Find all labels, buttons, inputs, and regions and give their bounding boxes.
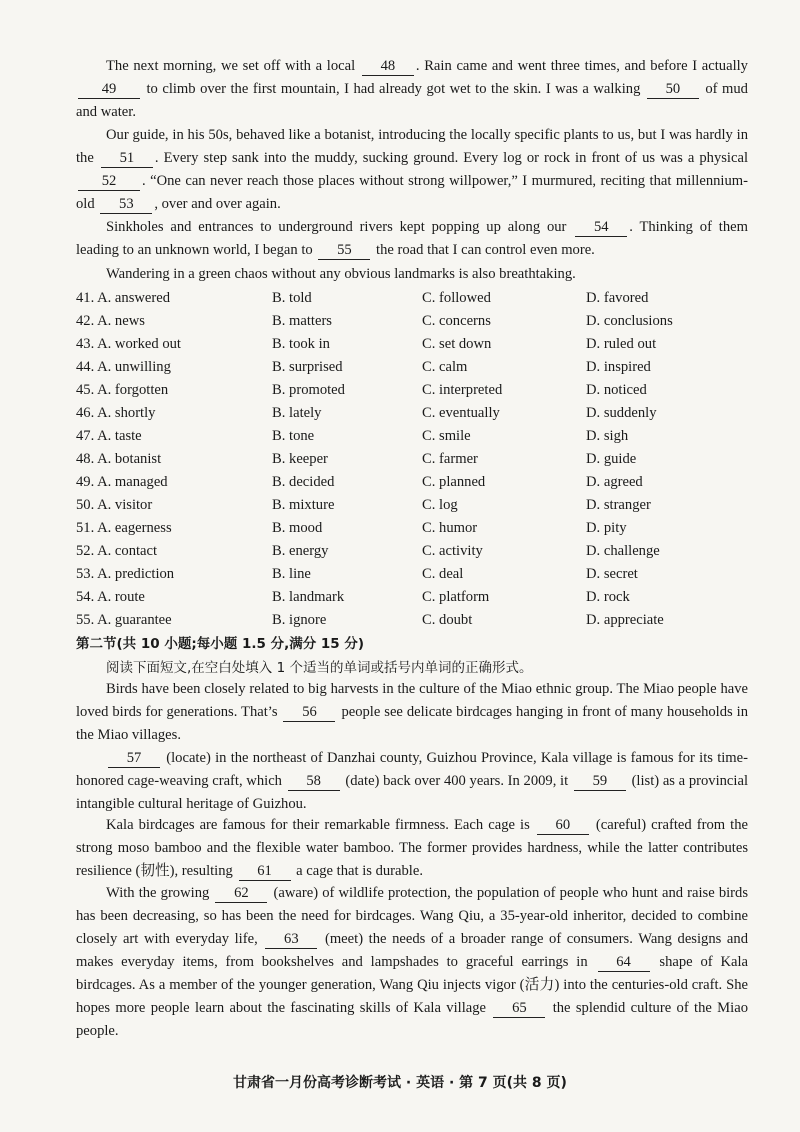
text: Sinkholes and entrances to underground rivers kept popping up along our [106, 219, 567, 235]
option-row [76, 287, 756, 310]
option-row [76, 379, 756, 402]
option-a: 44. A. unwilling [76, 359, 171, 375]
option-c: C. interpreted [422, 382, 503, 398]
text: the road that I can control even more. [376, 242, 595, 258]
text: (careful) crafted from the strong moso bamboo and the flexible water bamboo. The former provides hardness, while the latter contributes resilience (韧性), resulting [76, 817, 748, 879]
option-d: D. guide [586, 451, 637, 467]
passage1-paragraph-2 [76, 124, 748, 216]
option-c: C. platform [422, 589, 490, 605]
blank-61: 61 [239, 863, 291, 881]
blank-65: 65 [493, 1000, 545, 1018]
blank-50: 50 [647, 81, 699, 99]
option-d: D. pity [586, 520, 627, 536]
option-c: C. log [422, 497, 458, 513]
option-row [76, 471, 756, 494]
option-c: C. calm [422, 359, 468, 375]
text: . “One can never reach those places without strong willpower,” I murmured, reciting that millennium-old [76, 173, 748, 212]
option-b: B. mixture [272, 497, 335, 513]
passage2-paragraph-3 [76, 814, 748, 883]
option-b: B. told [272, 290, 312, 306]
option-row [76, 494, 756, 517]
text: , over and over again. [154, 196, 281, 212]
option-c: C. humor [422, 520, 478, 536]
text: Our guide, in his 50s, behaved like a botanist, introducing the locally specific plants to us, but I was hardly in the [76, 127, 748, 166]
option-a: 49. A. managed [76, 474, 168, 490]
option-d: D. secret [586, 566, 638, 582]
option-d: D. suddenly [586, 405, 657, 421]
option-c: C. deal [422, 566, 464, 582]
option-d: D. conclusions [586, 313, 673, 329]
text: (aware) of wildlife protection, the population of people who hunt and raise birds has been decreasing, so has been the need for birdcages. Wang Qiu, a 35-year-old inheritor, decided to combine closely art with everyday life, [76, 885, 749, 947]
option-c: C. activity [422, 543, 483, 559]
blank-62: 62 [215, 885, 267, 903]
option-c: C. doubt [422, 612, 473, 628]
text: to climb over the first mountain, I had already got wet to the skin. I was a walking [146, 81, 641, 97]
option-d: D. agreed [586, 474, 643, 490]
option-a: 55. A. guarantee [76, 612, 172, 628]
text: . Rain came and went three times, and before I actually [415, 58, 748, 74]
blank-63: 63 [265, 931, 317, 949]
blank-53: 53 [100, 196, 152, 214]
blank-55: 55 [318, 242, 370, 260]
option-a: 54. A. route [76, 589, 145, 605]
option-a: 47. A. taste [76, 428, 142, 444]
option-row [76, 356, 756, 379]
option-b: B. energy [272, 543, 329, 559]
option-row [76, 563, 756, 586]
blank-56: 56 [283, 704, 335, 722]
option-row [76, 333, 756, 356]
text: a cage that is durable. [296, 863, 423, 879]
text: The next morning, we set off with a local [106, 58, 356, 74]
option-row [76, 425, 756, 448]
option-a: 41. A. answered [76, 290, 171, 306]
option-c: C. smile [422, 428, 471, 444]
text: (date) back over 400 years. In 2009, it [345, 773, 569, 789]
text: With the growing [106, 885, 210, 901]
text: Wandering in a green chaos without any obvious landmarks is also breathtaking. [106, 266, 576, 282]
section-heading: 第二节(共 10 小题;每小题 1.5 分,满分 15 分) [76, 636, 365, 652]
passage2-paragraph-4 [76, 882, 748, 1043]
text: Kala birdcages are famous for their remarkable firmness. Each cage is [106, 817, 530, 833]
option-a: 51. A. eagerness [76, 520, 172, 536]
option-row [76, 310, 756, 333]
options-table [76, 287, 756, 632]
option-row [76, 586, 756, 609]
passage1-paragraph-3 [76, 216, 748, 262]
text: the splendid culture of the Miao people. [76, 1000, 748, 1039]
option-row [76, 448, 756, 471]
text: (meet) the needs of a broader range of consumers. Wang designs and makes everyday items, from bookshelves and lampshades to graceful earrings in [76, 931, 748, 970]
option-d: D. sigh [586, 428, 629, 444]
page-footer: 甘肃省一月份高考诊断考试 · 英语 · 第 7 页(共 8 页) [233, 1075, 567, 1091]
option-d: D. noticed [586, 382, 647, 398]
option-c: C. followed [422, 290, 491, 306]
blank-52: 52 [78, 173, 140, 191]
passage2-paragraph-1 [76, 678, 748, 747]
blank-49: 49 [78, 81, 140, 99]
text: of mud and water. [76, 81, 748, 120]
option-c: C. farmer [422, 451, 478, 467]
blank-51: 51 [101, 150, 153, 168]
blank-54: 54 [575, 219, 627, 237]
blank-57: 57 [108, 750, 160, 768]
option-a: 52. A. contact [76, 543, 158, 559]
blank-60: 60 [537, 817, 589, 835]
text: . Thinking of them leading to an unknown world, I began to [76, 219, 748, 258]
option-d: D. inspired [586, 359, 651, 375]
option-row [76, 517, 756, 540]
option-a: 45. A. forgotten [76, 382, 169, 398]
option-a: 50. A. visitor [76, 497, 153, 513]
option-b: B. line [272, 566, 311, 582]
option-d: D. appreciate [586, 612, 664, 628]
blank-58: 58 [288, 773, 340, 791]
option-row [76, 540, 756, 563]
option-b: B. lately [272, 405, 322, 421]
option-c: C. set down [422, 336, 492, 352]
blank-48: 48 [362, 58, 414, 76]
option-row [76, 609, 756, 632]
option-b: B. keeper [272, 451, 328, 467]
option-a: 48. A. botanist [76, 451, 162, 467]
text: people see delicate birdcages hanging in front of many households in the Miao villages. [76, 704, 749, 743]
option-c: C. eventually [422, 405, 500, 421]
passage1-paragraph-4 [76, 263, 748, 286]
option-b: B. promoted [272, 382, 345, 398]
text: (locate) in the northeast of Danzhai county, Guizhou Province, Kala village is famous for its time-honored cage-weaving craft, which [76, 750, 748, 789]
passage2-paragraph-2 [76, 747, 748, 816]
passage1-paragraph-1 [76, 55, 748, 124]
option-d: D. ruled out [586, 336, 657, 352]
option-c: C. planned [422, 474, 486, 490]
option-d: D. stranger [586, 497, 651, 513]
option-b: B. landmark [272, 589, 345, 605]
option-row [76, 402, 756, 425]
text: shape of Kala birdcages. As a member of the younger generation, Wang Qiu injects vigor (活力) into the centuries-old craft. She hopes more people learn about the fascinating skills of Kala village [76, 954, 749, 1016]
text: (list) as a provincial intangible cultural heritage of Guizhou. [76, 773, 749, 812]
option-d: D. rock [586, 589, 630, 605]
option-b: B. surprised [272, 359, 343, 375]
option-b: B. ignore [272, 612, 327, 628]
option-c: C. concerns [422, 313, 491, 329]
option-d: D. challenge [586, 543, 660, 559]
text: Birds have been closely related to big harvests in the culture of the Miao ethnic group. The Miao people have loved birds for generations. That’s [76, 681, 748, 720]
option-a: 46. A. shortly [76, 405, 156, 421]
option-d: D. favored [586, 290, 649, 306]
option-a: 43. A. worked out [76, 336, 181, 352]
option-b: B. mood [272, 520, 323, 536]
option-b: B. decided [272, 474, 335, 490]
option-a: 53. A. prediction [76, 566, 175, 582]
blank-59: 59 [574, 773, 626, 791]
section-instruction: 阅读下面短文,在空白处填入 1 个适当的单词或括号内单词的正确形式。 [106, 660, 533, 676]
option-b: B. matters [272, 313, 332, 329]
blank-64: 64 [598, 954, 650, 972]
text: . Every step sank into the muddy, sucking ground. Every log or rock in front of us was a physical [154, 150, 748, 166]
option-a: 42. A. news [76, 313, 145, 329]
option-b: B. tone [272, 428, 315, 444]
option-b: B. took in [272, 336, 330, 352]
